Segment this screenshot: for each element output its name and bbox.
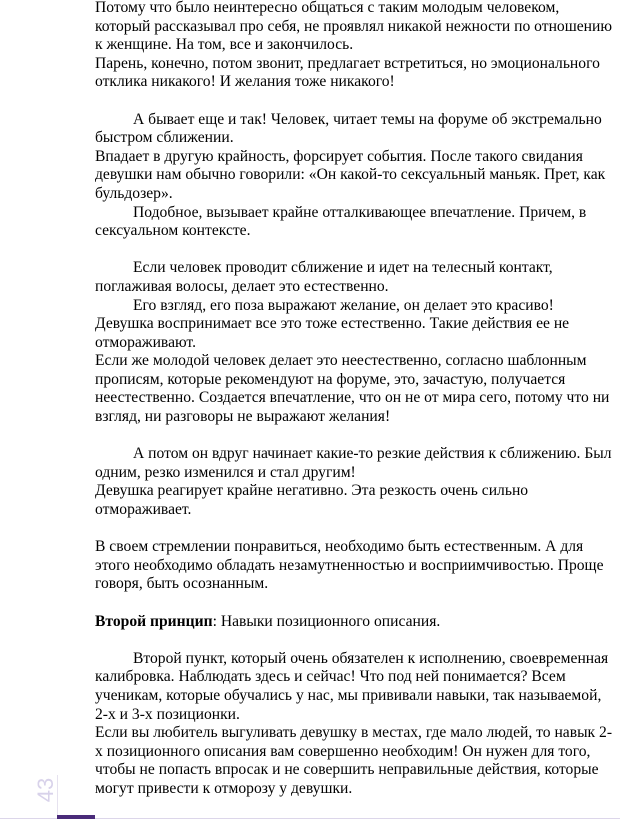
text-line: ученикам, которые обучались у нас, мы прививали навыки, так называемой, <box>95 686 602 704</box>
section-heading <box>95 613 620 632</box>
text-line: бульдозер». <box>95 184 173 202</box>
text-line: Потому что было неинтересно общаться с таким молодым человеком, <box>95 0 560 16</box>
paragraph-gap <box>95 241 620 260</box>
text-line: неестественно. Создается впечатление, что он не от мира сего, потому что ни <box>95 389 610 407</box>
text-line: отмораживает. <box>95 501 192 519</box>
text-line: девушки нам обычно говорили: «Он какой-то сексуальный маньяк. Прет, как <box>95 166 606 184</box>
text-line: поглаживая волосы, делает это естественно. <box>95 277 389 295</box>
text-line: чтобы не попасть впросак и не совершить неправильные действия, которые <box>95 761 599 779</box>
paragraph-gap <box>95 631 620 650</box>
text-line: Впадает в другую крайность, форсирует события. После такого свидания <box>95 147 583 165</box>
paragraph-gap <box>95 427 620 446</box>
text-line: который рассказывал про себя, не проявлял никакой нежности по отношению <box>95 17 612 35</box>
paragraph-gap <box>95 520 620 539</box>
text-line: отмораживают. <box>95 333 196 351</box>
paragraph-gap <box>95 594 620 613</box>
text-line: прописям, которые рекомендуют на форуме, это, зачастую, получается <box>95 370 566 388</box>
text-line: Если человек проводит сближение и идет на телесный контакт, <box>133 259 553 277</box>
text-line: Второй пункт, который очень обязателен к исполнению, своевременная <box>133 649 609 667</box>
page-number: 43 <box>33 777 58 803</box>
text-line: к женщине. На том, все и закончилось. <box>95 36 354 54</box>
section-heading-rest: : Навыки позиционного описания. <box>212 612 441 630</box>
text-line: В своем стремлении понравиться, необходимо быть естественным. А для <box>95 538 584 556</box>
text-line: Подобное, вызывает крайне отталкивающее впечатление. Причем, в <box>133 203 587 221</box>
text-line: Парень, конечно, потом звонит, предлагает встретиться, но эмоционального <box>95 54 600 72</box>
text-line: А потом он вдруг начинает какие-то резкие действия к сближению. Был <box>133 445 612 463</box>
section-heading-bold: Второй принцип <box>95 612 213 630</box>
text-line: А бывает еще и так! Человек, читает темы на форуме об экстремально <box>133 110 602 128</box>
text-line: отклика никакого! И желания тоже никакого! <box>95 73 395 91</box>
text-line: этого необходимо обладать незамутненностью и восприимчивостью. Проще <box>95 556 604 574</box>
text-line: одним, резко изменился и стал другим! <box>95 463 356 481</box>
text-line: Если вы любитель выгуливать девушку в местах, где мало людей, то навык 2- <box>95 724 613 742</box>
text-line: Его взгляд, его поза выражают желание, он делает это красиво! <box>133 296 554 314</box>
text-line: Девушка реагирует крайне негативно. Эта резкость очень сильно <box>95 482 529 500</box>
text-line: говоря, быть осознанным. <box>95 575 269 593</box>
text-line: х позиционного описания вам совершенно необходим! Он нужен для того, <box>95 742 591 760</box>
text-line: 2-х и 3-х позиционки. <box>95 705 240 723</box>
text-line: сексуальном контексте. <box>95 222 251 240</box>
text-line: могут привести к отморозу у девушки. <box>95 779 353 797</box>
text-line: взгляд, ни разговоры не выражают желания! <box>95 408 391 426</box>
text-line: калибровка. Наблюдать здесь и сейчас! Что под ней понимается? Всем <box>95 668 566 686</box>
text-line: быстром сближении. <box>95 129 234 147</box>
text-line: Девушка воспринимает все это тоже естественно. Такие действия ее не <box>95 315 570 333</box>
page-body <box>95 0 620 799</box>
text-line: Если же молодой человек делает это неестественно, согласно шаблонным <box>95 352 587 370</box>
paragraph-gap <box>95 92 620 111</box>
footer-accent-bar <box>57 815 95 819</box>
